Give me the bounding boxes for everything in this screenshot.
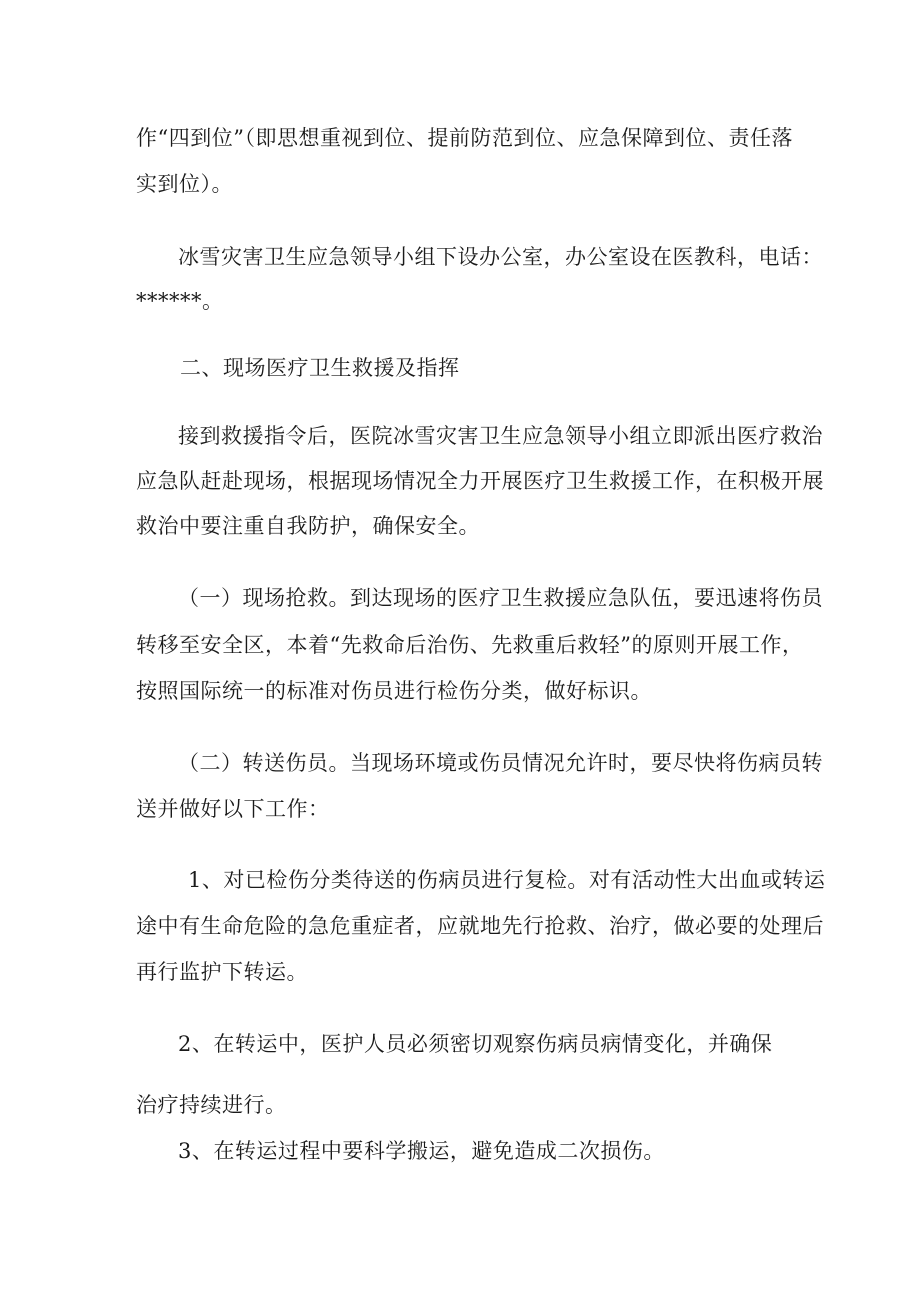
paragraph-4-line-2: 应急队赶赴现场，根据现场情况全力开展医疗卫生救援工作，在积极开展	[136, 469, 824, 493]
section-heading: 二、现场医疗卫生救援及指挥	[180, 356, 460, 380]
paragraph-7-line-3: 再行监护下转运。	[136, 960, 308, 984]
paragraph-7-line-1: 1、对已检伤分类待送的伤病员进行复检。对有活动性大出血或转运	[188, 868, 826, 892]
paragraph-7-line-2: 途中有生命危险的急危重症者，应就地先行抢救、治疗，做必要的处理后	[136, 914, 824, 938]
paragraph-4-line-1: 接到救援指令后，医院冰雪灾害卫生应急领导小组立即派出医疗救治	[178, 424, 823, 448]
paragraph-6-line-2: 送并做好以下工作：	[136, 797, 330, 821]
paragraph-8-line-1: 2、在转运中，医护人员必须密切观察伤病员病情变化，并确保	[178, 1032, 773, 1056]
paragraph-6-line-1: （二）转送伤员。当现场环境或伤员情况允许时，要尽快将伤病员转	[178, 751, 823, 775]
paragraph-5-line-2: 转移至安全区，本着“先救命后治伤、先救重后救轻”的原则开展工作，	[136, 633, 804, 657]
paragraph-9-line-1: 3、在转运过程中要科学搬运，避免造成二次损伤。	[178, 1139, 665, 1163]
paragraph-4-line-3: 救治中要注重自我防护，确保安全。	[136, 514, 480, 538]
paragraph-8-line-2: 治疗持续进行。	[136, 1093, 287, 1117]
paragraph-2-line-1: 冰雪灾害卫生应急领导小组下设办公室，办公室设在医教科，电话：	[178, 245, 823, 269]
paragraph-1-line-2: 实到位）。	[136, 172, 233, 196]
paragraph-1-line-1: 作“四到位”（即思想重视到位、提前防范到位、应急保障到位、责任落	[136, 126, 793, 150]
paragraph-5-line-3: 按照国际统一的标准对伤员进行检伤分类，做好标识。	[136, 679, 652, 703]
paragraph-5-line-1: （一）现场抢救。到达现场的医疗卫生救援应急队伍，要迅速将伤员	[178, 586, 823, 610]
paragraph-2-line-2: ******。	[136, 289, 224, 313]
